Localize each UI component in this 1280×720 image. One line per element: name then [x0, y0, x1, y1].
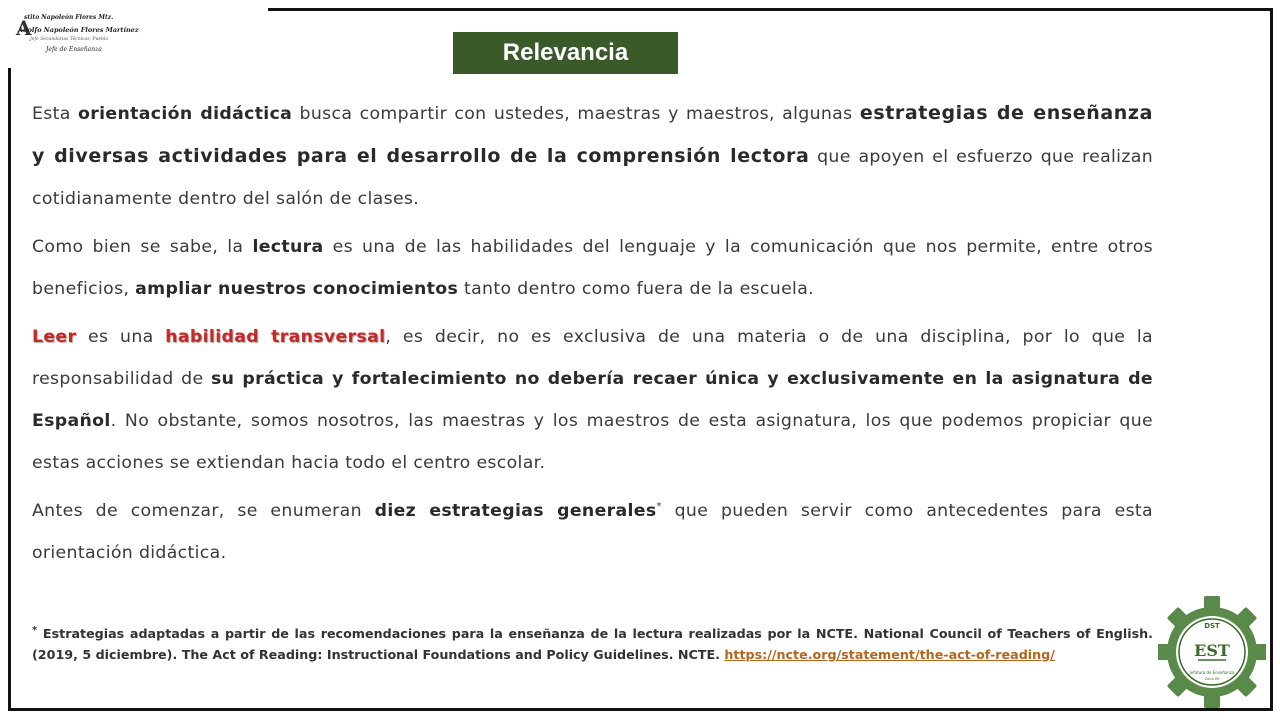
bold-run: orientación didáctica [78, 104, 293, 124]
text-run: , es decir, no es exclusiva de una materia o de una disciplina, por lo que la responsabilidad de [32, 327, 1153, 389]
footnote-text: Estrategias adaptadas a partir de las recomendaciones para la enseñanza de la lectura realizadas por la NCTE. National Council of Teachers of English. (2019, 5 diciembre). The Act of Reading: Instructional Foundations and Policy Guidelines. NCTE. [32, 626, 1153, 662]
paragraph-1 [32, 92, 1153, 220]
highlight-run: Leer [32, 327, 77, 347]
text-run: Como bien se sabe, la [32, 237, 253, 257]
logo-line-1: stito Napoleón Flores Mtz. [24, 14, 114, 21]
bold-run: ampliar nuestros conocimientos [135, 279, 459, 299]
footnote [32, 623, 1153, 665]
page-title: Relevancia [453, 32, 678, 74]
text-run: que pueden servir como antecedentes para esta orientación didáctica. [32, 501, 1153, 563]
text-run: tanto dentro como fuera de la escuela. [458, 279, 814, 299]
emblem-zone-text: Zona 09 [1204, 677, 1220, 681]
bold-run: diez estrategias generales [374, 501, 657, 521]
text-run: Antes de comenzar, se enumeran [32, 501, 375, 521]
paragraph-3 [32, 316, 1153, 484]
frame-top-border [268, 8, 1272, 11]
footnote-marker: * [656, 501, 662, 513]
frame-bottom-border [8, 708, 1273, 711]
frame-right-border [1270, 8, 1273, 708]
bold-run: estrategias de enseñanza y diversas actividades para el desarrollo de la comprensión lectora [32, 102, 1153, 167]
text-run: es una [76, 327, 166, 347]
logo-initial: A [16, 16, 32, 40]
bold-run: lectura [252, 237, 324, 257]
dst-gear-emblem [1158, 595, 1266, 709]
main-content [32, 92, 1153, 574]
logo-line-2: Adolfo Napoleón Flores Martínez [18, 26, 139, 34]
text-run: es una de las habilidades del lenguaje y la comunicación que nos permite, entre otros beneficios, [32, 237, 1153, 299]
footnote-mark: * [32, 624, 38, 636]
emblem-top-text: DST [1204, 622, 1220, 630]
emblem-center-text: EST [1194, 641, 1230, 660]
signature-logo [12, 12, 139, 68]
text-run: Esta [32, 104, 79, 124]
text-run: . No obstante, somos nosotros, las maestras y los maestros de esta asignatura, los que podemos propiciar que estas acciones se extiendan hacia todo el centro escolar. [32, 411, 1153, 473]
logo-line-4: Jefe de Enseñanza [46, 46, 102, 53]
emblem-bottom-text: Jefatura de Enseñanza [1189, 670, 1235, 675]
highlight-run: habilidad transversal [165, 327, 386, 347]
paragraph-4 [32, 490, 1153, 574]
bold-run: su práctica y fortalecimiento no debería recaer única y exclusivamente en la asignatura de Español [32, 369, 1153, 431]
footnote-link[interactable]: https://ncte.org/statement/the-act-of-reading/ [724, 647, 1055, 662]
paragraph-2 [32, 226, 1153, 310]
text-run: busca compartir con ustedes, maestras y maestros, algunas [292, 104, 860, 124]
logo-line-3: Jefe Secundarias Técnicas, Puebla [30, 37, 109, 42]
text-run: que apoyen el esfuerzo que realizan cotidianamente dentro del salón de clases. [32, 147, 1153, 209]
frame-left-border [8, 68, 11, 710]
